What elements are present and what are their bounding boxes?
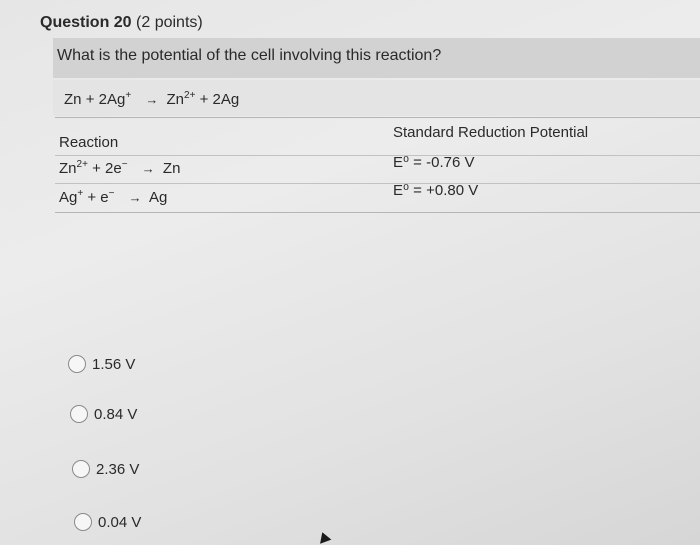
choice-label: 0.04 V — [98, 513, 142, 531]
question-header — [40, 14, 203, 32]
question-number: Question 20 — [40, 14, 132, 31]
row-electrons: + e — [87, 189, 109, 206]
row-electrons: + 2e — [92, 160, 122, 177]
reaction-arrow-icon: → — [141, 161, 155, 176]
answer-choice-2[interactable] — [70, 405, 137, 423]
reaction-arrow-icon: → — [128, 190, 142, 205]
mouse-cursor-icon — [317, 530, 332, 544]
radio-button[interactable] — [74, 513, 92, 531]
reactant-1: Zn — [64, 91, 82, 108]
row-product: Zn — [162, 160, 181, 177]
row-species: Ag — [59, 189, 78, 206]
row-potential: E⁰ = -0.76 V — [393, 154, 475, 171]
table-divider — [55, 155, 700, 156]
answer-choice-1[interactable] — [68, 355, 135, 373]
radio-button[interactable] — [70, 405, 88, 423]
choice-label: 2.36 V — [96, 460, 140, 478]
plus-sign: + — [199, 91, 209, 108]
radio-button[interactable] — [68, 355, 86, 373]
reactant-2: 2Ag — [98, 91, 126, 108]
choice-label: 0.84 V — [94, 405, 138, 423]
row-species-charge: + — [77, 188, 84, 199]
choice-label: 1.56 V — [92, 355, 136, 373]
product-2: 2Ag — [212, 91, 240, 108]
row-product: Ag — [149, 189, 168, 206]
reaction-arrow-icon: → — [145, 92, 159, 107]
row-species: Zn — [59, 160, 77, 177]
reactant-2-charge: + — [125, 90, 132, 101]
row-species-charge: 2+ — [76, 159, 88, 170]
answer-choice-3[interactable] — [72, 460, 139, 478]
reaction-equation — [64, 91, 239, 108]
row-potential: E⁰ = +0.80 V — [393, 182, 479, 199]
product-1: Zn — [166, 91, 185, 108]
electron-charge: − — [121, 159, 128, 170]
question-points: (2 points) — [136, 14, 203, 31]
electron-charge: − — [108, 188, 115, 199]
plus-sign: + — [85, 91, 95, 108]
table-header-reaction: Reaction — [59, 134, 119, 151]
table-row — [59, 189, 167, 206]
table-divider — [55, 183, 700, 184]
table-row — [59, 160, 180, 177]
answer-choice-4[interactable] — [74, 513, 141, 531]
product-1-charge: 2+ — [184, 90, 196, 101]
radio-button[interactable] — [72, 460, 90, 478]
question-prompt: What is the potential of the cell involving this reaction? — [57, 47, 442, 64]
table-header-potential: Standard Reduction Potential — [393, 124, 589, 141]
